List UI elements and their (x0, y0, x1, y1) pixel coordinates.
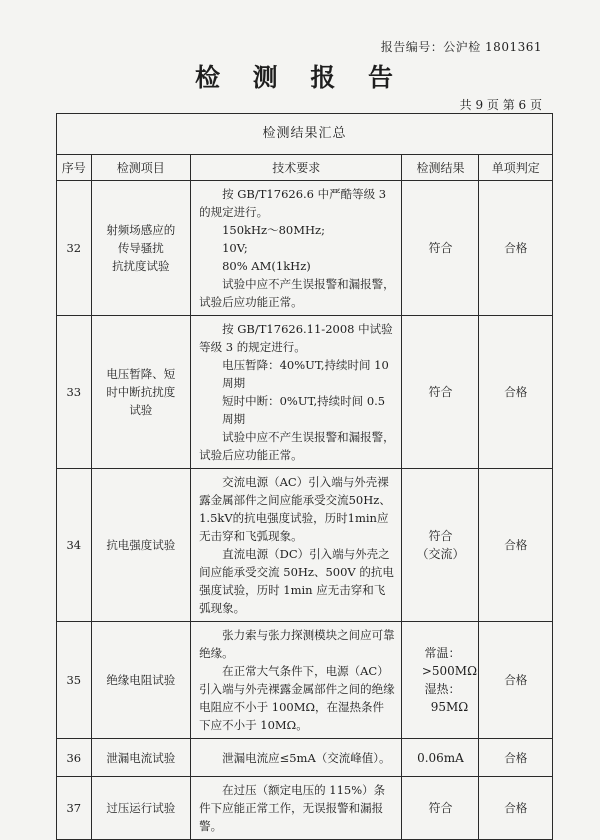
requirement-text: 交流电源（AC）引入端与外壳裸露金属部件之间应能承受交流50Hz、1.5kV的抗电强度试验，历时1min应无击穿和飞弧现象。 (199, 475, 391, 543)
table-row (57, 469, 553, 622)
table-row (57, 739, 553, 777)
test-result (402, 622, 479, 739)
requirement-text: 80% AM(1kHz) (222, 259, 311, 273)
result-line: >500MΩ (421, 664, 478, 678)
report-number: 报告编号：公沪检 1801361 (380, 40, 542, 54)
table-row (57, 316, 553, 469)
requirement-text: 直流电源（DC）引入端与外壳之间应能承受交流 50Hz、500V 的抗电强度试验，历时 1min 应无击穿和飞弧现象。 (199, 547, 394, 615)
requirement-text: 试验中应不产生误报警和漏报警，试验后应功能正常。 (199, 430, 395, 462)
result-line: 符合 (428, 529, 453, 543)
result-line: 95MΩ (430, 700, 469, 714)
test-item-line: 射频场感应的 (106, 223, 176, 237)
test-result: 符合 (402, 777, 479, 840)
verdict: 合格 (479, 777, 553, 840)
requirement-text: 试验中应不产生误报警和漏报警，试验后应功能正常。 (199, 277, 395, 309)
verdict: 合格 (479, 316, 553, 469)
col-header-requirement: 技术要求 (191, 155, 402, 181)
row-number: 37 (57, 777, 92, 840)
test-item-line: 时中断抗扰度 (106, 385, 176, 399)
test-item-line: 传导骚扰 (117, 241, 164, 255)
test-result: 符合 (402, 316, 479, 469)
table-row (57, 622, 553, 739)
technical-requirement (191, 622, 402, 739)
verdict: 合格 (479, 181, 553, 316)
test-item-line: 抗电强度试验 (106, 538, 176, 552)
test-item-line: 电压暂降、短 (106, 367, 176, 381)
col-header-result: 检测结果 (402, 155, 479, 181)
page-title: 检 测 报 告 (194, 63, 406, 92)
row-number: 36 (57, 739, 92, 777)
verdict: 合格 (479, 622, 553, 739)
table-row (57, 181, 553, 316)
row-number: 35 (57, 622, 92, 739)
requirement-text: 短时中断：0%UT,持续时间 0.5 周期 (222, 394, 386, 426)
test-item (91, 777, 191, 840)
summary-title: 检测结果汇总 (57, 114, 553, 155)
test-item-line: 泄漏电流试验 (106, 750, 176, 765)
col-header-no: 序号 (57, 155, 92, 181)
test-item (91, 469, 191, 622)
col-header-verdict: 单项判定 (479, 155, 553, 181)
requirement-text: 电压暂降：40%UT,持续时间 10 周期 (222, 358, 389, 390)
requirement-text: 150kHz～80MHz; (222, 223, 325, 237)
requirement-text: 泄漏电流应≤5mA（交流峰值）。 (222, 750, 391, 765)
test-item-line: 试验 (129, 403, 153, 417)
result-line: 常温： (424, 646, 461, 660)
test-item (91, 181, 191, 316)
row-number: 33 (57, 316, 92, 469)
test-item-line: 过压运行试验 (106, 801, 176, 815)
test-result: 0.06mA (402, 739, 479, 777)
verdict: 合格 (479, 469, 553, 622)
technical-requirement (191, 739, 402, 777)
technical-requirement (191, 181, 402, 316)
verdict: 合格 (479, 739, 553, 777)
technical-requirement (191, 469, 402, 622)
test-item-line: 绝缘电阻试验 (106, 673, 176, 687)
test-item (91, 316, 191, 469)
requirement-text: 在正常大气条件下，电源（AC）引入端与外壳裸露金属部件之间的绝缘电阻应不小于 100MΩ，在湿热条件下应不小于 10MΩ。 (199, 664, 395, 732)
result-line: （交流） (416, 547, 465, 561)
technical-requirement (191, 777, 402, 840)
requirement-text: 按 GB/T17626.6 中严酷等级 3 的规定进行。 (199, 187, 387, 219)
row-number: 34 (57, 469, 92, 622)
test-result (402, 469, 479, 622)
col-header-item: 检测项目 (91, 155, 191, 181)
test-result: 符合 (402, 181, 479, 316)
requirement-text: 张力索与张力探测模块之间应可靠绝缘。 (199, 628, 395, 660)
technical-requirement (191, 316, 402, 469)
table-row (57, 777, 553, 840)
test-item-line: 抗扰度试验 (112, 259, 170, 273)
page-info: 共 9 页 第 6 页 (459, 98, 542, 112)
result-line: 湿热： (424, 682, 461, 696)
requirement-text: 按 GB/T17626.11-2008 中试验等级 3 的规定进行。 (199, 322, 393, 354)
table-header-row (57, 155, 553, 181)
row-number: 32 (57, 181, 92, 316)
requirement-text: 在过压（额定电压的 115%）条件下应能正常工作，无误报警和漏报警。 (199, 783, 386, 833)
test-item (91, 622, 191, 739)
test-item (91, 739, 191, 777)
results-table (56, 113, 553, 840)
requirement-text: 10V; (222, 241, 248, 255)
